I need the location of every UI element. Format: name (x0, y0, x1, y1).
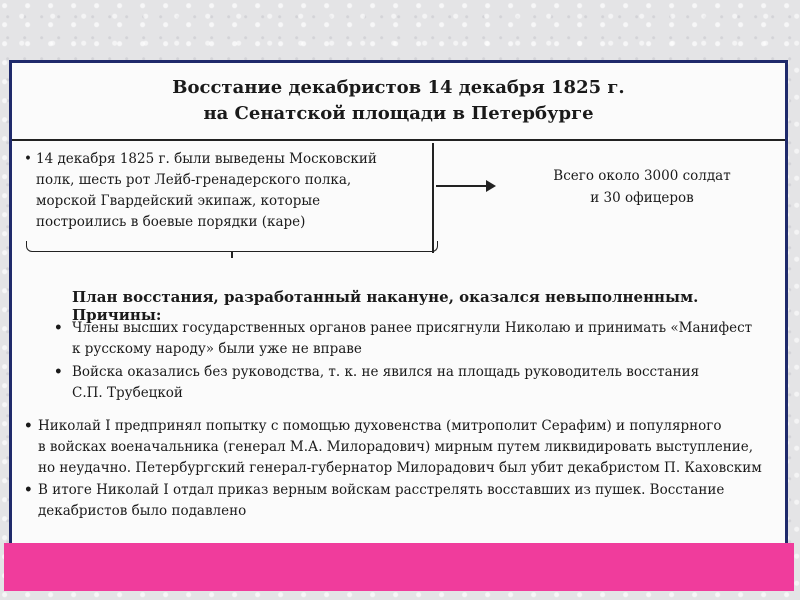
arrow-right-icon (436, 176, 496, 196)
outcome-list (24, 416, 784, 523)
outcome-text-line: Николай I предпринял попытку с помощью духовенства (митрополит Серафим) и популярного (38, 418, 722, 434)
total-line-2: и 30 офицеров (590, 190, 694, 206)
troops-line-2: полк, шесть рот Лейб-гренадерского полка, (36, 172, 352, 188)
reasons-list (54, 318, 754, 406)
bullet: • (24, 482, 33, 498)
list-item (24, 416, 784, 479)
reason-text-line: Члены высших государственных органов ранее присягнули Николаю и принимать «Манифест (72, 320, 753, 336)
bullet: • (54, 364, 63, 380)
bullet: • (24, 151, 32, 167)
outcome-text-line: но неудачно. Петербургский генерал-губернатор Милорадович был убит декабристом П. Каховским (38, 460, 762, 476)
reason-text-line: Войска оказались без руководства, т. к. не явился на площадь руководитель восстания (72, 364, 700, 380)
troops-description (24, 149, 424, 233)
bullet: • (24, 418, 33, 434)
divider-vertical (432, 143, 434, 253)
bullet: • (54, 320, 63, 336)
title-line-1: Восстание декабристов 14 декабря 1825 г. (172, 77, 625, 98)
troops-line-4: построились в боевые порядки (каре) (36, 214, 306, 230)
troops-line-1: 14 декабря 1825 г. были выведены Московский (36, 151, 377, 167)
outcome-text-line: в войсках военачальника (генерал М.А. Милорадович) мирным путем ликвидировать выступление, (38, 439, 754, 455)
plan-heading: План восстания, разработанный накануне, оказался невыполненным. Причины: (72, 288, 699, 324)
footer-bar (4, 543, 794, 591)
list-item (54, 362, 754, 404)
reason-text-line: С.П. Трубецкой (72, 385, 183, 401)
slide-frame (9, 60, 788, 590)
page-title (12, 63, 785, 141)
list-item (54, 318, 754, 360)
brace-tick (231, 251, 233, 258)
title-line-2: на Сенатской площади в Петербурге (203, 103, 594, 124)
outcome-text-line: декабристов было подавлено (38, 503, 247, 519)
troops-line-3: морской Гвардейский экипаж, которые (36, 193, 321, 209)
list-item (24, 480, 784, 522)
reason-text-line: к русскому народу» были уже не вправе (72, 341, 362, 357)
troops-total-note (527, 165, 757, 209)
total-line-1: Всего около 3000 солдат (553, 168, 731, 184)
outcome-text-line: В итоге Николай I отдал приказ верным войскам расстрелять восставших из пушек. Восстание (38, 482, 725, 498)
